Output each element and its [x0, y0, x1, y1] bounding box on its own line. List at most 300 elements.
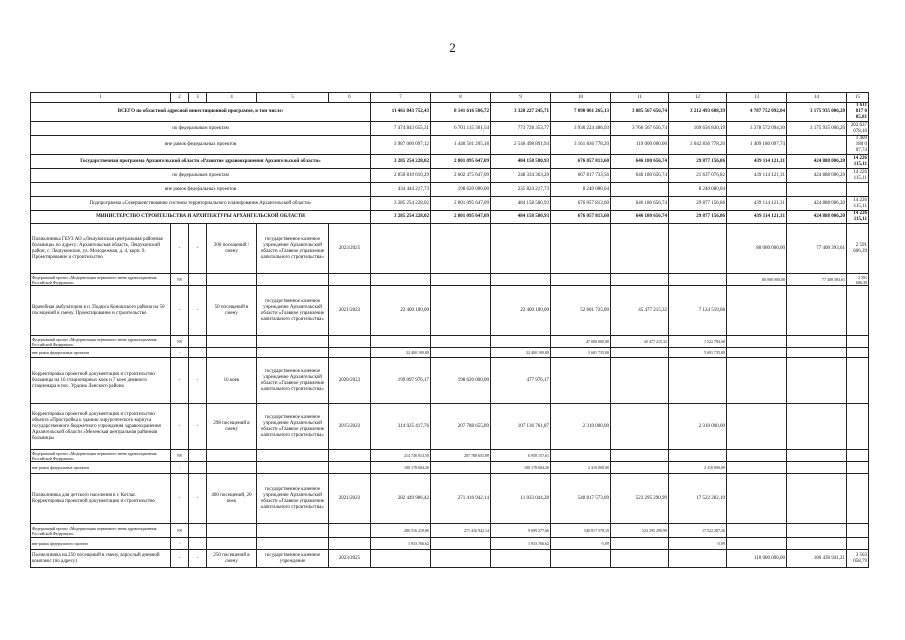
table-cell: 3 987 000 097,12 [371, 136, 431, 155]
table-cell: 3 563 058,79 [847, 550, 869, 568]
table-cell: 3 285 254 228,02 [371, 155, 431, 169]
table-cell [787, 183, 847, 197]
table-cell: - [171, 358, 189, 404]
table-cell: 22 400 100,00 [371, 286, 431, 336]
table-cell: 29 877 156,86 [669, 155, 727, 169]
table-cell: 1 933 766,62 [371, 538, 431, 550]
investment-program-table [30, 92, 869, 568]
row-label-cell: Подпрограмма «Совершенствование системы территориального планирования Архангельской области» [31, 197, 371, 211]
table-row [31, 524, 869, 538]
table-cell: 3 378 572 094,30 [727, 122, 787, 136]
table-cell: 45 477 215,32 [611, 336, 669, 348]
row-label-cell: по федеральным проектам [31, 169, 371, 183]
table-cell [847, 524, 869, 538]
table-cell: 3 175 935 006,20 [787, 122, 847, 136]
table-cell [727, 474, 787, 524]
table-cell: 22 400 100,00 [491, 348, 551, 358]
table-cell [189, 336, 207, 348]
table-cell: 2 546 498 891,94 [491, 136, 551, 155]
row-label-cell: вне рамок федеральных проектов [31, 348, 171, 358]
table-cell [207, 462, 257, 474]
table-cell: - [171, 286, 189, 336]
table-cell: 3 175 935 006,20 [787, 103, 847, 122]
table-row [31, 286, 869, 336]
header-cell: 3 [189, 93, 207, 103]
table-cell [329, 348, 371, 358]
table-cell: 47 000 000,00 [551, 336, 611, 348]
table-cell [611, 183, 669, 197]
table-cell: - [171, 348, 189, 358]
table-cell: 484 158 580,93 [491, 155, 551, 169]
table-cell [847, 538, 869, 550]
table-row [31, 274, 869, 286]
table-cell: 3 285 254 228,02 [371, 197, 431, 211]
table-cell [847, 358, 869, 404]
table-cell [329, 274, 371, 286]
table-cell: 2023/2025 [329, 550, 371, 568]
table-row [31, 538, 869, 550]
table-cell [551, 450, 611, 462]
table-cell: 424 888 006,20 [787, 169, 847, 183]
table-cell [207, 348, 257, 358]
table-cell [207, 524, 257, 538]
table-cell: 439 114 121,31 [727, 211, 787, 224]
table-cell: 100 178 604,26 [491, 462, 551, 474]
table-cell [787, 286, 847, 336]
table-cell: 434 444 217,73 [371, 183, 431, 197]
table-cell: 424 888 006,20 [787, 197, 847, 211]
table-cell: -5,09 [551, 538, 611, 550]
row-label-cell: Врачебная амбулатория в п. Подюга Коношского района на 50 посещений в смену. Проектирование и строительство [31, 286, 171, 336]
table-cell: 3 285 254 228,02 [371, 211, 431, 224]
table-cell: 8 240 080,04 [551, 183, 611, 197]
table-cell: 3 766 567 656,74 [611, 122, 669, 136]
table-cell [787, 358, 847, 404]
table-cell: 667 817 733,56 [551, 169, 611, 183]
table-row [31, 197, 869, 211]
table-cell: 3 936 224 486,93 [551, 122, 611, 136]
table-cell: государственное казенное учреждение Архангельской области «Главное управление капитального строительства» [257, 286, 329, 336]
table-cell: 540 817 573,09 [551, 474, 611, 524]
table-cell: 646 180 656,74 [611, 197, 669, 211]
table-cell [727, 538, 787, 550]
table-cell [431, 462, 491, 474]
table-cell: 523 295 290,99 [611, 524, 669, 538]
table-cell: 8 141 616 506,72 [431, 103, 491, 122]
table-cell [431, 286, 491, 336]
table-cell: 646 180 656,74 [611, 169, 669, 183]
table-cell: 3 320 227 245,71 [491, 103, 551, 122]
table-cell: - [171, 404, 189, 450]
table-cell: 400 посещений, 20 коек [207, 474, 257, 524]
header-cell: 1 [31, 93, 171, 103]
table-cell [611, 462, 669, 474]
table-row [31, 474, 869, 524]
table-cell [189, 450, 207, 462]
table-cell [847, 336, 869, 348]
table-cell: 2 591 606,39 [847, 224, 869, 274]
row-label-cell: Федеральный проект «Модернизация первичного звена здравоохранения Российской Федерации» [31, 450, 171, 462]
table-cell [727, 462, 787, 474]
table-cell [207, 538, 257, 550]
table-cell [329, 524, 371, 538]
table-cell [491, 274, 551, 286]
table-cell: - [171, 224, 189, 274]
table-cell: 646 180 656,74 [611, 155, 669, 169]
table-cell: 77 408 393,61 [787, 224, 847, 274]
table-cell [787, 348, 847, 358]
table-cell [257, 336, 329, 348]
table-cell: 1 440 501 205,18 [431, 136, 491, 155]
table-cell: 2020/2023 [329, 358, 371, 404]
table-cell: 271 416 942,14 [431, 524, 491, 538]
table-row [31, 224, 869, 274]
table-cell: 5 601 735,00 [669, 348, 727, 358]
table-cell: 2 801 095 647,09 [431, 211, 491, 224]
table-cell: 250 посещений в смену [207, 550, 257, 568]
row-label-cell: Поликлиника на 250 посещений в смену, взрослый дневной комплекс (по адресу) [31, 550, 171, 568]
table-cell: 676 057 813,60 [551, 211, 611, 224]
table-cell [669, 450, 727, 462]
table-cell [669, 224, 727, 274]
table-row [31, 336, 869, 348]
table-cell: 484 158 580,93 [491, 211, 551, 224]
row-label-cell: Федеральный проект «Модернизация первичного звена здравоохранения Российской Федерации» [31, 524, 171, 538]
table-row [31, 450, 869, 462]
table-cell [189, 348, 207, 358]
table-cell: 169 656 830,19 [669, 122, 727, 136]
table-cell: 2021/2023 [329, 474, 371, 524]
table-cell [727, 450, 787, 462]
table-cell [847, 348, 869, 358]
table-cell: - [189, 474, 207, 524]
table-cell [847, 450, 869, 462]
table-cell: 14 226 115,11 [847, 169, 869, 183]
table-cell: 80 000 000,00 [727, 224, 787, 274]
table-cell [551, 224, 611, 274]
table-cell: 2 801 095 647,09 [431, 155, 491, 169]
table-cell: N9 [171, 336, 189, 348]
table-cell [847, 183, 869, 197]
table-cell [491, 550, 551, 568]
table-cell: 29 877 156,86 [669, 211, 727, 224]
table-cell [727, 404, 787, 450]
table-cell: 21 637 076,82 [669, 169, 727, 183]
table-cell: 248 334 363,20 [491, 169, 551, 183]
row-label-cell: Поликлиника ГБУЗ АО «Лешуконская центральная районная больница» по адресу: Архангельская область, Лешуконский район, с. Лешуконское, ул. Молодежная, д. 4, корп. 9. Проектирование и строительство [31, 224, 171, 274]
table-cell [551, 274, 611, 286]
table-cell [611, 538, 669, 550]
table-row [31, 462, 869, 474]
table-cell: 7 098 061 265,13 [551, 103, 611, 122]
row-label-cell: вне рамок федерального проекта [31, 538, 171, 550]
table-cell: 6 958 157,61 [491, 450, 551, 462]
table-cell: 439 114 121,31 [727, 155, 787, 169]
table-cell: 110 000 000,00 [727, 550, 787, 568]
table-cell: 6 701 115 301,54 [431, 122, 491, 136]
table-cell [371, 336, 431, 348]
table-cell: 14 226 115,11 [847, 155, 869, 169]
table-cell: 119 000 000,00 [611, 136, 669, 155]
table-cell: 11 461 843 752,43 [371, 103, 431, 122]
table-cell: 298 посещений в смену [207, 404, 257, 450]
table-cell: 100 178 604,26 [371, 462, 431, 474]
table-cell: 2015/2023 [329, 404, 371, 450]
table-row [31, 103, 869, 122]
table-cell: 676 057 813,60 [551, 155, 611, 169]
table-cell: 4 787 752 092,04 [727, 103, 787, 122]
table-cell: 424 888 006,20 [787, 211, 847, 224]
table-cell: 198 620 000,00 [431, 358, 491, 404]
header-cell: 4 [207, 93, 257, 103]
table-cell [787, 538, 847, 550]
table-cell [847, 462, 869, 474]
table-cell: 199 097 976,17 [371, 358, 431, 404]
table-cell [787, 336, 847, 348]
row-label-cell: Корректировка проектной документации и строительство больницы на 16 стационарных коек и 7 коек дневного стационара в пос. Урдома Ленского района [31, 358, 171, 404]
header-cell: 13 [727, 93, 787, 103]
table-cell [329, 336, 371, 348]
table-cell: 214 746 813,50 [371, 450, 431, 462]
table-cell [189, 524, 207, 538]
table-cell [189, 274, 207, 286]
table-cell: - [189, 358, 207, 404]
table-cell: 198 620 000,00 [431, 183, 491, 197]
table-row [31, 183, 869, 197]
table-cell [491, 224, 551, 274]
table-cell: N9 [171, 524, 189, 538]
table-cell [329, 450, 371, 462]
table-cell: 540 817 578,19 [551, 524, 611, 538]
table-cell: 1 933 766,62 [491, 538, 551, 550]
table-row [31, 169, 869, 183]
table-cell: 2 602 475 647,09 [431, 169, 491, 183]
table-cell: государственное казенное учреждение Архангельской области «Главное управление капитального строительства» [257, 224, 329, 274]
table-cell: 235 824 217,73 [491, 183, 551, 197]
table-cell [431, 224, 491, 274]
table-cell: 22 400 100,00 [491, 286, 551, 336]
table-cell: 2023/2025 [329, 224, 371, 274]
header-cell: 15 [847, 93, 869, 103]
row-label-cell: вне рамок федеральных проектов [31, 462, 171, 474]
table-cell [611, 550, 669, 568]
table-cell: - [189, 404, 207, 450]
table-row [31, 122, 869, 136]
table-cell [257, 274, 329, 286]
table-cell: государственное казенное учреждение Архангельской области «Главное управление капитального строительства» [257, 474, 329, 524]
table-cell: 22 400 100,00 [371, 348, 431, 358]
table-cell: N9 [171, 274, 189, 286]
table-cell: 9 099 277,66 [491, 524, 551, 538]
page-number: 2 [449, 40, 456, 55]
table-cell: 2 310 000,00 [669, 462, 727, 474]
table-cell [207, 336, 257, 348]
header-cell: 8 [431, 93, 491, 103]
table-cell: - [189, 286, 207, 336]
row-label-cell: вне рамок федеральных проектов [31, 136, 371, 155]
table-cell [787, 136, 847, 155]
table-cell [669, 274, 727, 286]
table-cell [787, 450, 847, 462]
table-cell [727, 348, 787, 358]
table-cell: 773 728 353,77 [491, 122, 551, 136]
table-cell: 200 посещений / смену [207, 224, 257, 274]
table-cell: 477 976,17 [491, 358, 551, 404]
table-cell: 77 408 393,61 [787, 274, 847, 286]
table-cell [189, 462, 207, 474]
header-cell: 14 [787, 93, 847, 103]
table-cell: 106 436 941,21 [787, 550, 847, 568]
table-cell: - [171, 538, 189, 550]
header-cell: 10 [551, 93, 611, 103]
table-cell [727, 358, 787, 404]
table-cell [727, 524, 787, 538]
table-cell: 3 042 836 778,20 [669, 136, 727, 155]
table-cell: 2 310 000,00 [551, 404, 611, 450]
table-cell [329, 462, 371, 474]
table-cell: 2 591 606,39 [847, 274, 869, 286]
table-cell [847, 286, 869, 336]
table-cell [329, 538, 371, 550]
table-cell: 80 000 000,00 [727, 274, 787, 286]
table-cell: 29 877 156,86 [669, 197, 727, 211]
header-cell: 11 [611, 93, 669, 103]
table-cell: 523 295 290,99 [611, 474, 669, 524]
table-cell: 52 601 735,00 [551, 286, 611, 336]
table-cell [611, 450, 669, 462]
table-cell: 14 226 115,11 [847, 197, 869, 211]
table-cell: 107 136 761,87 [491, 404, 551, 450]
table-cell: 424 888 006,20 [787, 155, 847, 169]
table-cell [371, 274, 431, 286]
table-cell [611, 348, 669, 358]
table-cell [257, 450, 329, 462]
table-cell [847, 404, 869, 450]
table-cell [491, 336, 551, 348]
table-cell [431, 550, 491, 568]
table-cell: 2021/2023 [329, 286, 371, 336]
row-label-cell: Корректировка проектной документации и строительство объекта «Пристройка к зданию хирургического корпуса государственного бюджетного учреждения здравоохранения Архангельской области «Мезенская центральная районная больница» [31, 404, 171, 450]
table-cell: 14 226 115,11 [847, 211, 869, 224]
row-label-cell: вне рамок федеральных проектов [31, 183, 371, 197]
header-cell: 6 [329, 93, 371, 103]
table-row [31, 358, 869, 404]
table-cell [551, 550, 611, 568]
table-cell [787, 524, 847, 538]
table-row [31, 348, 869, 358]
table-cell [371, 550, 431, 568]
table-cell: - [189, 224, 207, 274]
table-cell: 5 601 735,00 [551, 348, 611, 358]
table-cell: 271 416 942,14 [431, 474, 491, 524]
table-cell: 1 409 180 0 07,74 [847, 136, 869, 155]
table-row [31, 404, 869, 450]
table-cell: 2 801 095 647,09 [431, 197, 491, 211]
table-cell [787, 474, 847, 524]
table-cell: 2 310 000,00 [669, 404, 727, 450]
table-cell: 2 850 810 010,29 [371, 169, 431, 183]
header-cell: 7 [371, 93, 431, 103]
table-cell: 207 788 655,89 [431, 404, 491, 450]
table-cell [431, 274, 491, 286]
table-cell: 202 637 078,10 [847, 122, 869, 136]
table-cell: 11 033 044,28 [491, 474, 551, 524]
table-cell [847, 474, 869, 524]
table-cell [257, 462, 329, 474]
table-cell: государственное казенное учреждение Архангельской области «Главное управление капитального строительства» [257, 404, 329, 450]
table-cell [431, 336, 491, 348]
table-cell [257, 348, 329, 358]
table-cell [669, 358, 727, 404]
table-cell: 280 516 219,80 [371, 524, 431, 538]
table-cell [727, 336, 787, 348]
table-cell: 2 310 000,00 [551, 462, 611, 474]
table-cell: 676 057 813,60 [551, 197, 611, 211]
header-cell: 9 [491, 93, 551, 103]
table-cell [189, 538, 207, 550]
table-cell: 207 788 655,89 [431, 450, 491, 462]
row-label-cell: по федеральным проектам [31, 122, 371, 136]
row-label-cell: Федеральный проект «Модернизация первичного звена здравоохранения Российской Федерации» [31, 274, 171, 286]
table-cell: 17 522 282,10 [669, 474, 727, 524]
table-cell [371, 224, 431, 274]
table-cell [611, 274, 669, 286]
table-row [31, 155, 869, 169]
row-label-cell: Федеральный проект «Модернизация первичного звена здравоохранения Российской Федерации» [31, 336, 171, 348]
table-cell [669, 550, 727, 568]
table-cell [727, 183, 787, 197]
table-cell: 7 474 843 655,31 [371, 122, 431, 136]
table-cell: 439 114 121,31 [727, 169, 787, 183]
table-cell: 3 212 493 608,39 [669, 103, 727, 122]
table-cell: 3 885 567 656,74 [611, 103, 669, 122]
table-cell: 484 158 580,93 [491, 197, 551, 211]
table-cell [207, 450, 257, 462]
table-cell: 1 409 180 097,74 [727, 136, 787, 155]
table-cell: - [189, 550, 207, 568]
table-row [31, 550, 869, 568]
table-cell: 50 посещений в смену [207, 286, 257, 336]
table-cell [257, 524, 329, 538]
table-cell: 16 коек [207, 358, 257, 404]
table-cell [551, 358, 611, 404]
table-cell: 1 522 784,68 [669, 336, 727, 348]
table-row [31, 136, 869, 155]
column-number-header [31, 93, 869, 103]
table-cell: 314 925 417,76 [371, 404, 431, 450]
row-label-cell: МИНИСТЕРСТВО СТРОИТЕЛЬСТВА И АРХИТЕКТУРЫ АРХАНГЕЛЬСКОЙ ОБЛАСТИ [31, 211, 371, 224]
header-cell: 2 [171, 93, 189, 103]
table-cell [611, 224, 669, 274]
table-cell: -5,09 [669, 538, 727, 550]
table-cell [257, 538, 329, 550]
table-cell: 439 114 121,31 [727, 197, 787, 211]
header-cell: 12 [669, 93, 727, 103]
table-cell: 8 240 080,04 [669, 183, 727, 197]
table-cell: 17 522 287,20 [669, 524, 727, 538]
table-row [31, 211, 869, 224]
table-cell: 45 477 215,32 [611, 286, 669, 336]
table-cell: государственное казенное учреждение Архангельской области «Главное управление капитального строительства» [257, 358, 329, 404]
table-cell: государственное казенное учреждение [257, 550, 329, 568]
table-cell: - [171, 462, 189, 474]
table-cell [787, 462, 847, 474]
row-label-cell: Поликлиника для детского населения в г. Котлас. Корректировка проектной документации и строительство [31, 474, 171, 524]
table-cell [431, 538, 491, 550]
row-label-cell: ВСЕГО по областной адресной инвестиционной программе, в том числе: [31, 103, 371, 122]
table-cell [431, 348, 491, 358]
table-cell: N9 [171, 450, 189, 462]
